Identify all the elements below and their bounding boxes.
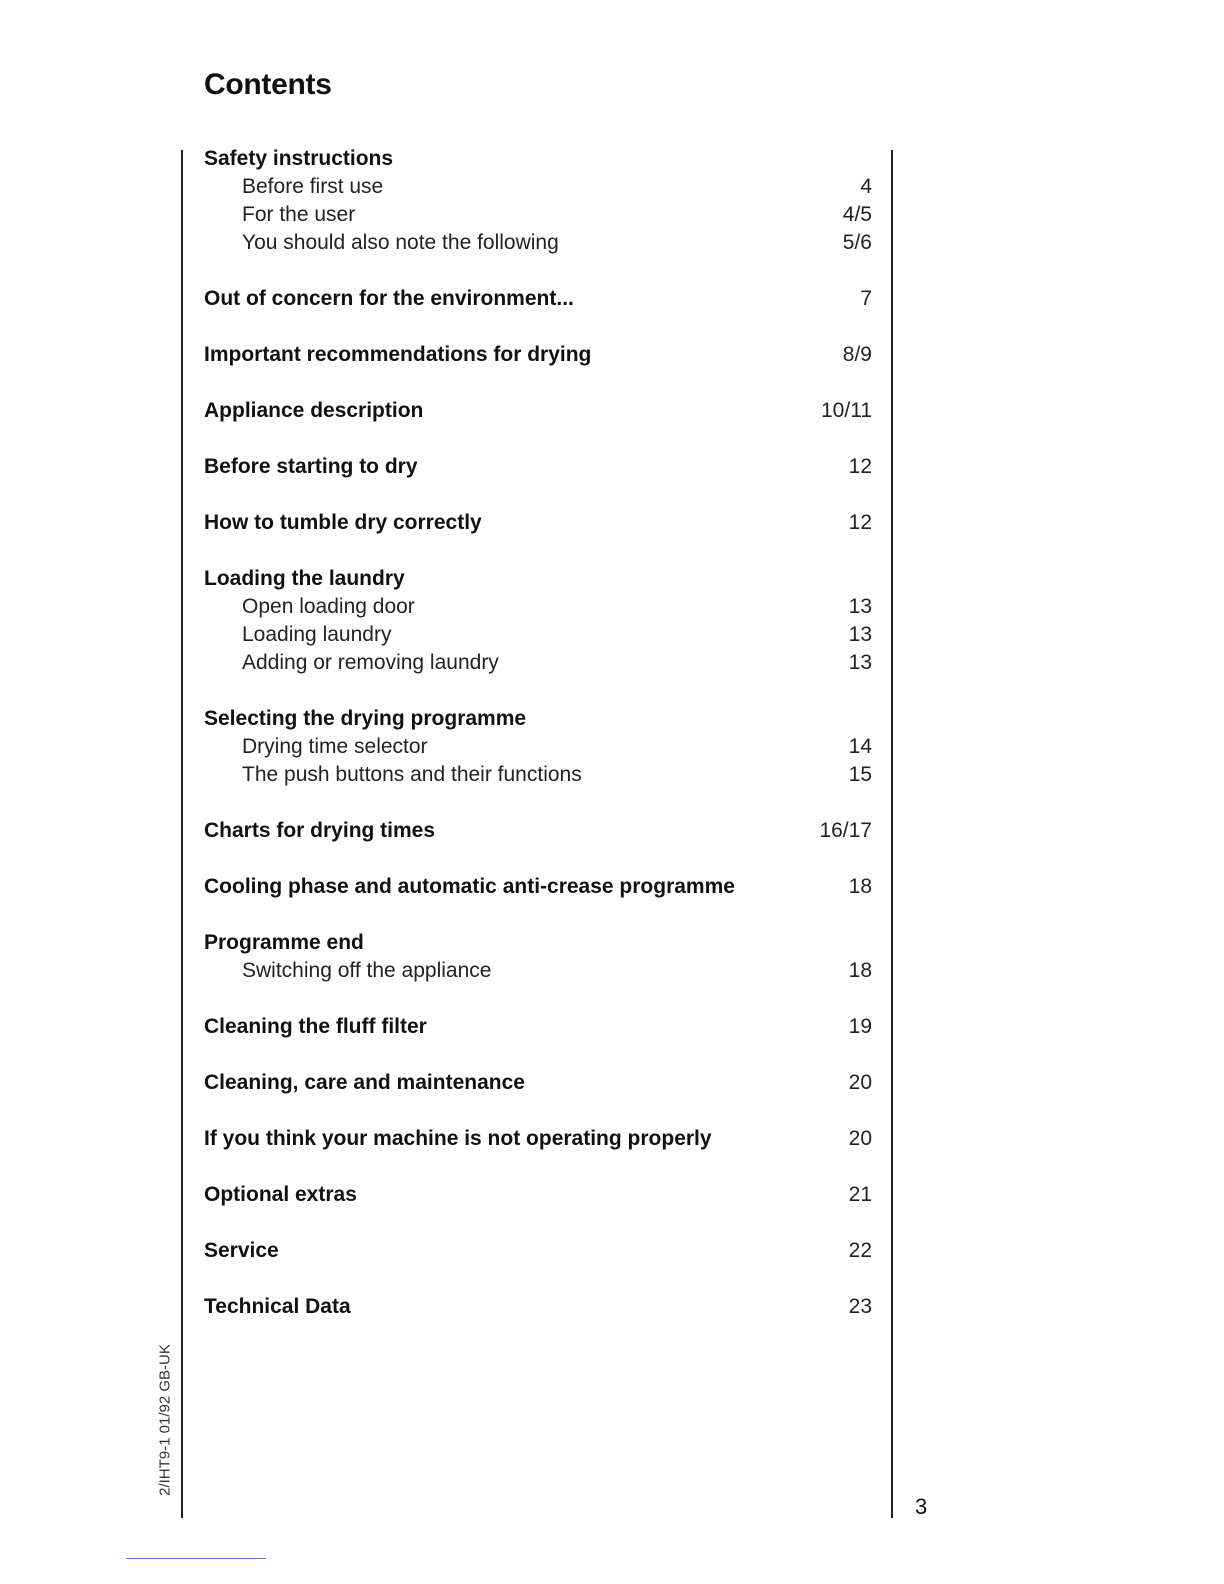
right-margin-rule xyxy=(891,150,893,1518)
toc-heading-row[interactable] xyxy=(204,1069,872,1097)
toc-heading: Optional extras xyxy=(204,1183,357,1206)
toc-page-number: 15 xyxy=(848,763,872,786)
toc-heading: Selecting the drying programme xyxy=(204,707,527,730)
toc-heading-row[interactable] xyxy=(204,565,872,593)
toc-heading-row[interactable] xyxy=(204,705,872,733)
toc-subitem: You should also note the following xyxy=(242,231,559,254)
toc-heading-row[interactable] xyxy=(204,1293,872,1321)
toc-heading: Cooling phase and automatic anti-crease programme xyxy=(204,875,735,898)
toc-heading-row[interactable] xyxy=(204,1125,872,1153)
toc-section xyxy=(204,285,872,313)
toc-subitem: Before first use xyxy=(242,175,384,198)
toc-page-number: 20 xyxy=(848,1071,872,1094)
toc-subitem: Open loading door xyxy=(242,595,415,618)
toc-subitem-row[interactable] xyxy=(204,201,872,229)
toc-page-number: 16/17 xyxy=(819,819,872,842)
toc-heading-row[interactable] xyxy=(204,873,872,901)
toc-section xyxy=(204,565,872,677)
toc-page-number: 12 xyxy=(848,455,872,478)
toc-page-number: 10/11 xyxy=(821,399,872,422)
toc-subitem-row[interactable] xyxy=(204,229,872,257)
toc-heading: Safety instructions xyxy=(204,147,394,170)
toc-heading-row[interactable] xyxy=(204,929,872,957)
toc-subitem: Drying time selector xyxy=(242,735,428,758)
toc-page-number: 13 xyxy=(848,595,872,618)
toc-subitem-row[interactable] xyxy=(204,957,872,985)
toc-subitem: Adding or removing laundry xyxy=(242,651,499,674)
toc-subitem-row[interactable] xyxy=(204,621,872,649)
toc-page-number: 12 xyxy=(848,511,872,534)
toc-page-number: 5/6 xyxy=(842,231,872,254)
toc-heading: Out of concern for the environment... xyxy=(204,287,574,310)
toc-page-number: 14 xyxy=(848,735,872,758)
toc-section xyxy=(204,929,872,985)
toc-page-number: 18 xyxy=(848,959,872,982)
toc-heading: Before starting to dry xyxy=(204,455,418,478)
toc-heading-row[interactable] xyxy=(204,341,872,369)
toc-heading: Important recommendations for drying xyxy=(204,343,592,366)
bottom-divider xyxy=(126,1558,266,1559)
toc-subitem: For the user xyxy=(242,203,356,226)
toc-page-number: 21 xyxy=(848,1183,872,1206)
toc-page-number: 19 xyxy=(848,1015,872,1038)
toc-heading-row[interactable] xyxy=(204,453,872,481)
page-title: Contents xyxy=(204,68,332,101)
left-margin-rule xyxy=(181,150,183,1518)
toc-heading: Appliance description xyxy=(204,399,424,422)
toc-heading: Programme end xyxy=(204,931,364,954)
toc-section xyxy=(204,397,872,425)
toc-heading: Cleaning, care and maintenance xyxy=(204,1071,525,1094)
toc-page-number: 8/9 xyxy=(842,343,872,366)
toc-heading: Charts for drying times xyxy=(204,819,436,842)
toc-section xyxy=(204,145,872,257)
table-of-contents xyxy=(204,145,872,1349)
toc-section xyxy=(204,1069,872,1097)
toc-heading-row[interactable] xyxy=(204,145,872,173)
toc-heading-row[interactable] xyxy=(204,285,872,313)
toc-heading: If you think your machine is not operating properly xyxy=(204,1127,712,1150)
toc-heading: Technical Data xyxy=(204,1295,351,1318)
toc-section xyxy=(204,873,872,901)
toc-heading-row[interactable] xyxy=(204,1181,872,1209)
toc-heading: Cleaning the fluff filter xyxy=(204,1015,427,1038)
toc-page-number: 4 xyxy=(860,175,872,198)
toc-page-number: 22 xyxy=(848,1239,872,1262)
toc-page-number: 23 xyxy=(848,1295,872,1318)
toc-heading: How to tumble dry correctly xyxy=(204,511,482,534)
toc-section xyxy=(204,341,872,369)
toc-section xyxy=(204,1125,872,1153)
toc-subitem-row[interactable] xyxy=(204,173,872,201)
toc-section xyxy=(204,1181,872,1209)
toc-heading-row[interactable] xyxy=(204,1013,872,1041)
toc-section xyxy=(204,453,872,481)
toc-subitem: Loading laundry xyxy=(242,623,392,646)
toc-subitem-row[interactable] xyxy=(204,761,872,789)
toc-page-number: 13 xyxy=(848,623,872,646)
toc-subitem-row[interactable] xyxy=(204,733,872,761)
toc-section xyxy=(204,1013,872,1041)
toc-subitem: Switching off the appliance xyxy=(242,959,492,982)
page-number: 3 xyxy=(915,1494,928,1519)
toc-section xyxy=(204,817,872,845)
toc-heading-row[interactable] xyxy=(204,817,872,845)
toc-heading-row[interactable] xyxy=(204,1237,872,1265)
toc-page-number: 20 xyxy=(848,1127,872,1150)
toc-section xyxy=(204,509,872,537)
toc-subitem: The push buttons and their functions xyxy=(242,763,582,786)
toc-page-number: 4/5 xyxy=(842,203,872,226)
toc-page-number: 7 xyxy=(860,287,872,310)
toc-section xyxy=(204,705,872,789)
toc-heading-row[interactable] xyxy=(204,509,872,537)
toc-subitem-row[interactable] xyxy=(204,593,872,621)
toc-section xyxy=(204,1293,872,1321)
toc-heading-row[interactable] xyxy=(204,397,872,425)
toc-subitem-row[interactable] xyxy=(204,649,872,677)
toc-heading: Service xyxy=(204,1239,279,1262)
document-code: 2/IHT9-1 01/92 GB-UK xyxy=(156,1344,174,1496)
toc-heading: Loading the laundry xyxy=(204,567,405,590)
toc-section xyxy=(204,1237,872,1265)
toc-page-number: 13 xyxy=(848,651,872,674)
toc-page-number: 18 xyxy=(848,875,872,898)
